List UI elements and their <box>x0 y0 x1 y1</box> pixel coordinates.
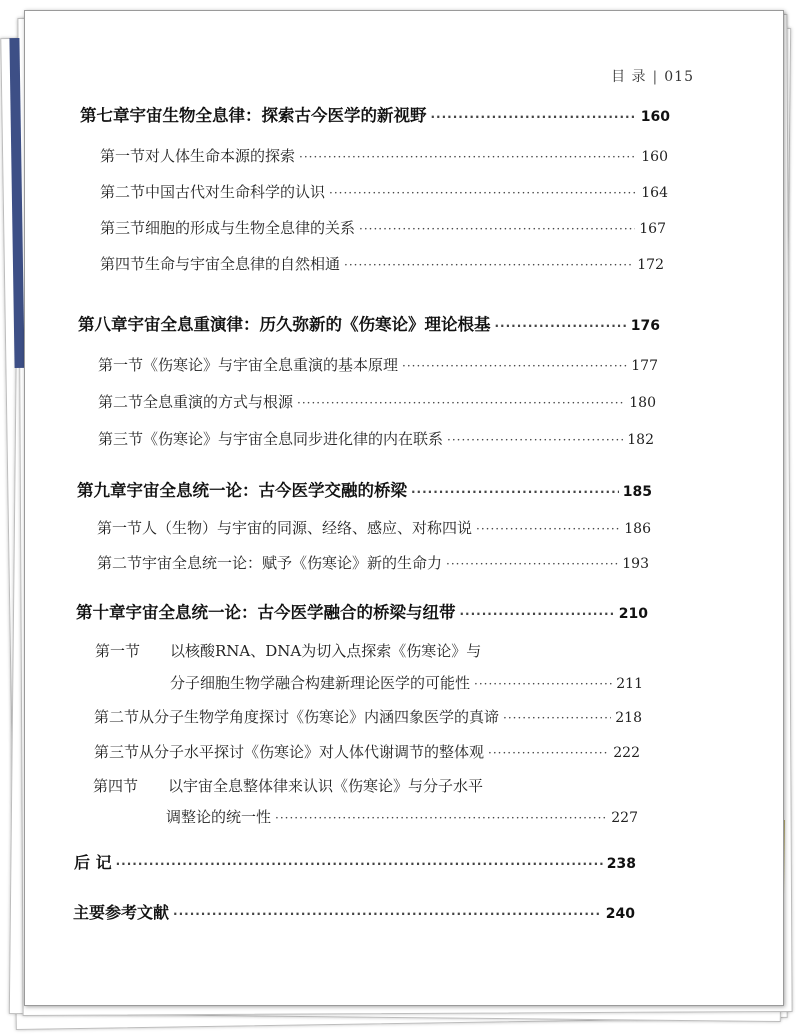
leader-dots <box>275 811 607 825</box>
page-number: 167 <box>639 221 666 237</box>
page-number: 218 <box>615 710 642 726</box>
page-number: 193 <box>622 556 649 572</box>
section-number: 第二节 <box>100 183 146 201</box>
leader-dots <box>329 186 637 200</box>
leader-dots <box>402 359 627 373</box>
toc-section[interactable] <box>100 145 668 166</box>
leader-dots <box>495 319 627 333</box>
leader-dots <box>116 857 603 871</box>
leader-dots <box>503 711 611 725</box>
section-number: 第二节 <box>98 393 144 411</box>
page-number: 222 <box>613 745 640 761</box>
leader-dots <box>299 150 637 164</box>
page-number: 240 <box>605 906 635 922</box>
page-number: 186 <box>624 521 651 537</box>
toc-section[interactable] <box>100 253 664 274</box>
toc-section[interactable] <box>98 391 656 412</box>
toc-section[interactable] <box>97 517 651 538</box>
section-title: 人（生物）与宇宙的同源、经络、感应、对称四说 <box>142 519 473 537</box>
section-number: 第三节 <box>98 430 144 448</box>
section-title: 从分子水平探讨《伤寒论》对人体代谢调节的整体观 <box>139 743 485 761</box>
section-title: 宇宙全息统一论：赋予《伤寒论》新的生命力 <box>142 554 443 572</box>
page-number: 180 <box>629 395 656 411</box>
page-number: 160 <box>640 109 670 125</box>
chapter-number: 第九章 <box>77 481 127 500</box>
leader-dots <box>447 433 623 447</box>
toc-section[interactable] <box>97 552 649 573</box>
toc-references[interactable] <box>73 900 635 923</box>
leader-dots <box>359 222 635 236</box>
toc-chapter-9[interactable] <box>77 477 652 501</box>
page-number: 227 <box>611 810 638 826</box>
section-number: 第三节 <box>94 743 140 761</box>
leader-dots <box>431 110 637 124</box>
page-number: 177 <box>631 358 658 374</box>
toc-section[interactable] <box>98 354 658 375</box>
section-number: 第三节 <box>100 219 146 237</box>
leader-dots <box>460 607 615 621</box>
chapter-title: 宇宙全息统一论：古今医学融合的桥梁与纽带 <box>125 603 456 622</box>
toc-section[interactable] <box>100 181 668 202</box>
chapter-number: 第十章 <box>76 603 126 622</box>
leader-dots <box>411 485 619 499</box>
leader-dots <box>446 557 618 571</box>
leader-dots <box>344 258 633 272</box>
section-title: 细胞的形成与生物全息律的关系 <box>145 219 356 237</box>
back-matter-title: 主要参考文献 <box>73 903 170 922</box>
leader-dots <box>488 746 609 760</box>
section-title: 全息重演的方式与根源 <box>143 393 294 411</box>
toc-chapter-8[interactable] <box>78 311 660 335</box>
page-number: 160 <box>641 149 668 165</box>
page-number: 185 <box>622 484 652 500</box>
toc-chapter-7[interactable] <box>80 102 670 126</box>
toc-section[interactable] <box>93 775 639 796</box>
chapter-number: 第八章 <box>78 315 128 334</box>
chapter-title: 宇宙全息统一论：古今医学交融的桥梁 <box>126 481 407 500</box>
section-title: 《伤寒论》与宇宙全息同步进化律的内在联系 <box>143 430 444 448</box>
toc-section-continuation[interactable] <box>166 806 638 827</box>
chapter-title: 宇宙全息重演律：历久弥新的《伤寒论》理论根基 <box>127 315 491 334</box>
section-number: 第一节 <box>97 519 143 537</box>
leader-dots <box>297 396 625 410</box>
toc-section-continuation[interactable] <box>170 672 643 693</box>
running-head-label: 目 录 <box>611 69 647 85</box>
section-title: 以宇宙全息整体律来认识《伤寒论》与分子水平 <box>168 777 484 795</box>
page-number: 172 <box>637 257 664 273</box>
back-matter-title: 后 记 <box>74 853 112 872</box>
toc-afterword[interactable] <box>74 850 636 873</box>
leader-dots <box>173 907 602 921</box>
section-number: 第一节 <box>100 147 146 165</box>
toc-section[interactable] <box>94 706 642 727</box>
section-title-continued: 调整论的统一性 <box>166 808 272 826</box>
page-number: 182 <box>627 432 654 448</box>
toc-section[interactable] <box>98 428 654 449</box>
section-title-continued: 分子细胞生物学融合构建新理论医学的可能性 <box>170 674 471 692</box>
section-title: 《伤寒论》与宇宙全息重演的基本原理 <box>143 356 399 374</box>
section-number: 第二节 <box>94 708 140 726</box>
section-title: 生命与宇宙全息律的自然相通 <box>145 255 341 273</box>
page-number: 211 <box>616 676 643 692</box>
chapter-number: 第七章 <box>80 106 130 125</box>
page-number: 164 <box>641 185 668 201</box>
leader-dots <box>474 677 612 691</box>
leader-dots <box>476 522 620 536</box>
chapter-title: 宇宙生物全息律：探索古今医学的新视野 <box>129 106 427 125</box>
page-number: 238 <box>606 856 636 872</box>
running-head-separator: | <box>652 69 659 85</box>
page-number: 176 <box>630 318 660 334</box>
section-number: 第一节 <box>95 642 141 660</box>
toc-section[interactable] <box>100 217 666 238</box>
section-number: 第四节 <box>100 255 146 273</box>
toc-section[interactable] <box>94 741 640 762</box>
section-title: 从分子生物学角度探讨《伤寒论》内涵四象医学的真谛 <box>139 708 500 726</box>
section-number: 第四节 <box>93 777 139 795</box>
section-number: 第一节 <box>98 356 144 374</box>
section-number: 第二节 <box>97 554 143 572</box>
page-number: 210 <box>618 606 648 622</box>
section-title: 以核酸RNA、DNA为切入点探索《伤寒论》与 <box>170 642 482 660</box>
section-title: 中国古代对生命科学的认识 <box>145 183 326 201</box>
section-title: 对人体生命本源的探索 <box>145 147 296 165</box>
toc-chapter-10[interactable] <box>76 599 648 623</box>
toc-section[interactable] <box>95 640 645 661</box>
running-head-page: 015 <box>664 69 694 85</box>
